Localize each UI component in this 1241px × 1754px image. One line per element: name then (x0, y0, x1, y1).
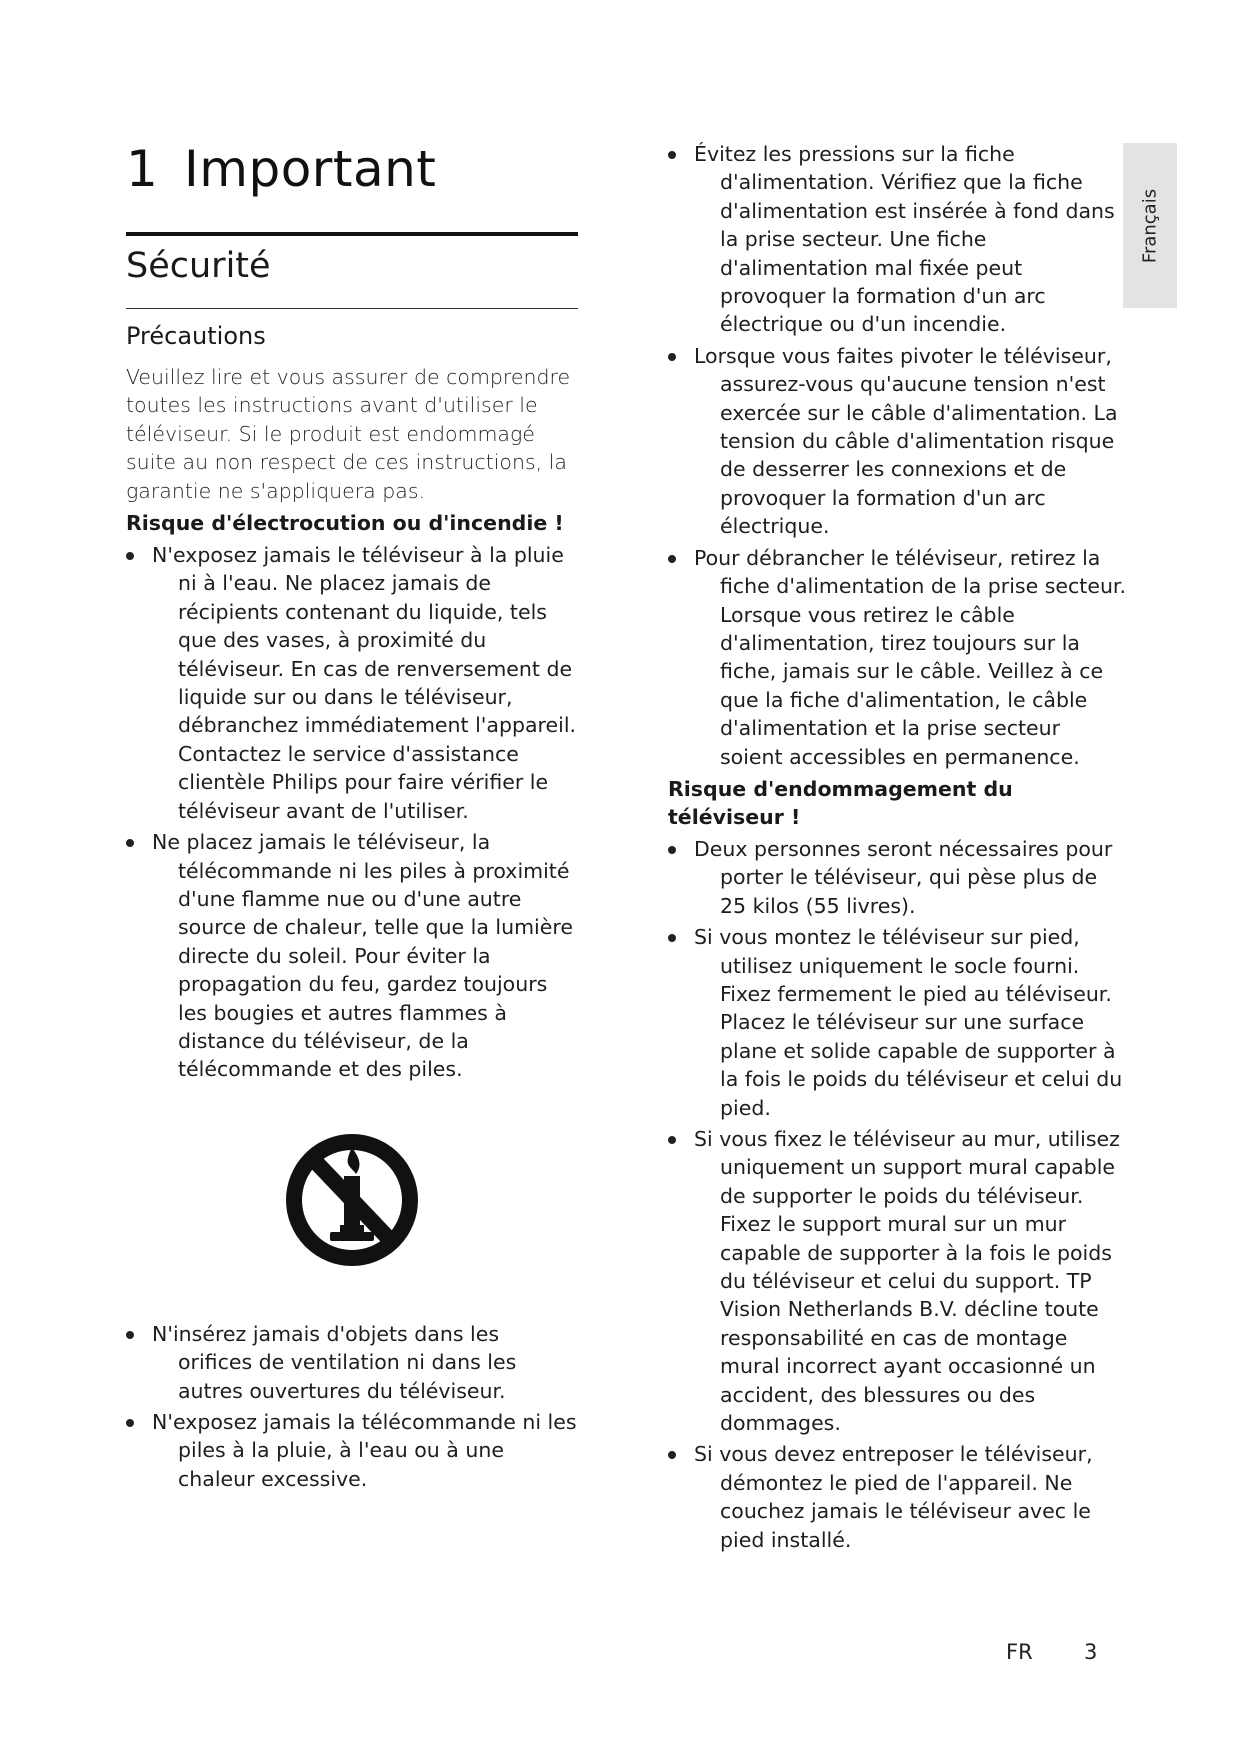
list-item: Si vous devez entreposer le téléviseur, démontez le pied de l'appareil. Ne couchez jamais le téléviseur avec le pied installé. (668, 1440, 1128, 1554)
intro-paragraph: Veuillez lire et vous assurer de comprendre toutes les instructions avant d'utiliser le téléviseur. Si le produit est endommagé suite au non respect de ces instructions, la garantie ne s'appliquera pas. (126, 365, 571, 503)
section-title: Sécurité (126, 246, 271, 286)
list-item: N'exposez jamais le téléviseur à la pluie ni à l'eau. Ne placez jamais de récipients contenant du liquide, tels que des vases, à proximité du téléviseur. En cas de renversement de liquide sur ou dans le téléviseur, débranchez immédiatement l'appareil. Contactez le service d'assistance clientèle Philips pour faire vérifier le téléviseur avant de l'utiliser. (126, 541, 578, 825)
bullet-icon (126, 552, 134, 560)
risk-damage-heading: Risque d'endommagement du téléviseur ! (668, 776, 1013, 829)
list-item: Évitez les pressions sur la fiche d'alimentation. Vérifiez que la fiche d'alimentation est insérée à fond dans la prise secteur. Une fiche d'alimentation mal fixée peut provoquer la formation d'un arc électrique ou d'un incendie. (668, 140, 1128, 339)
bullet-icon (668, 555, 676, 563)
list-item: Si vous fixez le téléviseur au mur, utilisez uniquement un support mural capable de supporter le poids du téléviseur. Fixez le support mural sur un mur capable de supporter à la fois le poids du téléviseur et celui du support. TP Vision Netherlands B.V. décline toute responsabilité en cas de montage mural incorrect ayant occasionné un accident, des blessures ou des dommages. (668, 1125, 1128, 1437)
fire-risk-list-top (126, 541, 578, 1084)
no-candle-icon (282, 1126, 422, 1274)
list-item: Lorsque vous faites pivoter le téléviseur, assurez-vous qu'aucune tension n'est exercée sur le câble d'alimentation. La tension du câble d'alimentation risque de desserrer les connexions et de provoquer la formation d'un arc électrique. (668, 342, 1128, 541)
language-tab-label: Français (1139, 188, 1161, 263)
fire-risk-list-right (668, 140, 1128, 771)
fire-risk-list-bottom (126, 1320, 578, 1493)
chapter-heading (126, 138, 578, 200)
list-item: N'exposez jamais la télécommande ni les piles à la pluie, à l'eau ou à une chaleur excessive. (126, 1408, 578, 1493)
footer-language: FR (1006, 1640, 1033, 1664)
bullet-icon (668, 934, 676, 942)
bullet-icon (668, 151, 676, 159)
warning-icon-area (126, 1126, 578, 1274)
page-footer (1006, 1640, 1097, 1664)
left-column (126, 138, 578, 1496)
damage-risk-list (668, 835, 1128, 1554)
list-item: Pour débrancher le téléviseur, retirez la fiche d'alimentation de la prise secteur. Lorsque vous retirez le câble d'alimentation, tirez toujours sur la fiche, jamais sur le câble. Veillez à ce que la fiche d'alimentation, le câble d'alimentation et la prise secteur soient accessibles en permanence. (668, 544, 1128, 771)
list-item: Deux personnes seront nécessaires pour porter le téléviseur, qui pèse plus de 25 kilos (55 livres). (668, 835, 1128, 920)
heading-divider (126, 232, 578, 236)
list-item: Si vous montez le téléviseur sur pied, utilisez uniquement le socle fourni. Fixez fermement le pied au téléviseur. Placez le téléviseur sur une surface plane et solide capable de supporter à la fois le poids du téléviseur et celui du pied. (668, 923, 1128, 1122)
bullet-icon (126, 839, 134, 847)
bullet-icon (668, 353, 676, 361)
bullet-icon (126, 1419, 134, 1427)
section-divider (126, 308, 578, 309)
subsection-title: Précautions (126, 322, 266, 350)
list-item: N'insérez jamais d'objets dans les orifices de ventilation ni dans les autres ouvertures du téléviseur. (126, 1320, 578, 1405)
chapter-title: Important (184, 140, 437, 198)
chapter-number: 1 (126, 140, 159, 198)
list-item: Ne placez jamais le téléviseur, la télécommande ni les piles à proximité d'une flamme nue ou d'une autre source de chaleur, telle que la lumière directe du soleil. Pour éviter la propagation du feu, gardez toujours les bougies et autres flammes à distance du téléviseur, de la télécommande et des piles. (126, 828, 578, 1084)
bullet-icon (668, 1136, 676, 1144)
language-tab (1123, 143, 1177, 308)
bullet-icon (126, 1331, 134, 1339)
page-number: 3 (1084, 1640, 1098, 1664)
bullet-icon (668, 846, 676, 854)
right-column (668, 140, 1128, 1557)
bullet-icon (668, 1451, 676, 1459)
risk-fire-heading: Risque d'électrocution ou d'incendie ! (126, 511, 564, 536)
